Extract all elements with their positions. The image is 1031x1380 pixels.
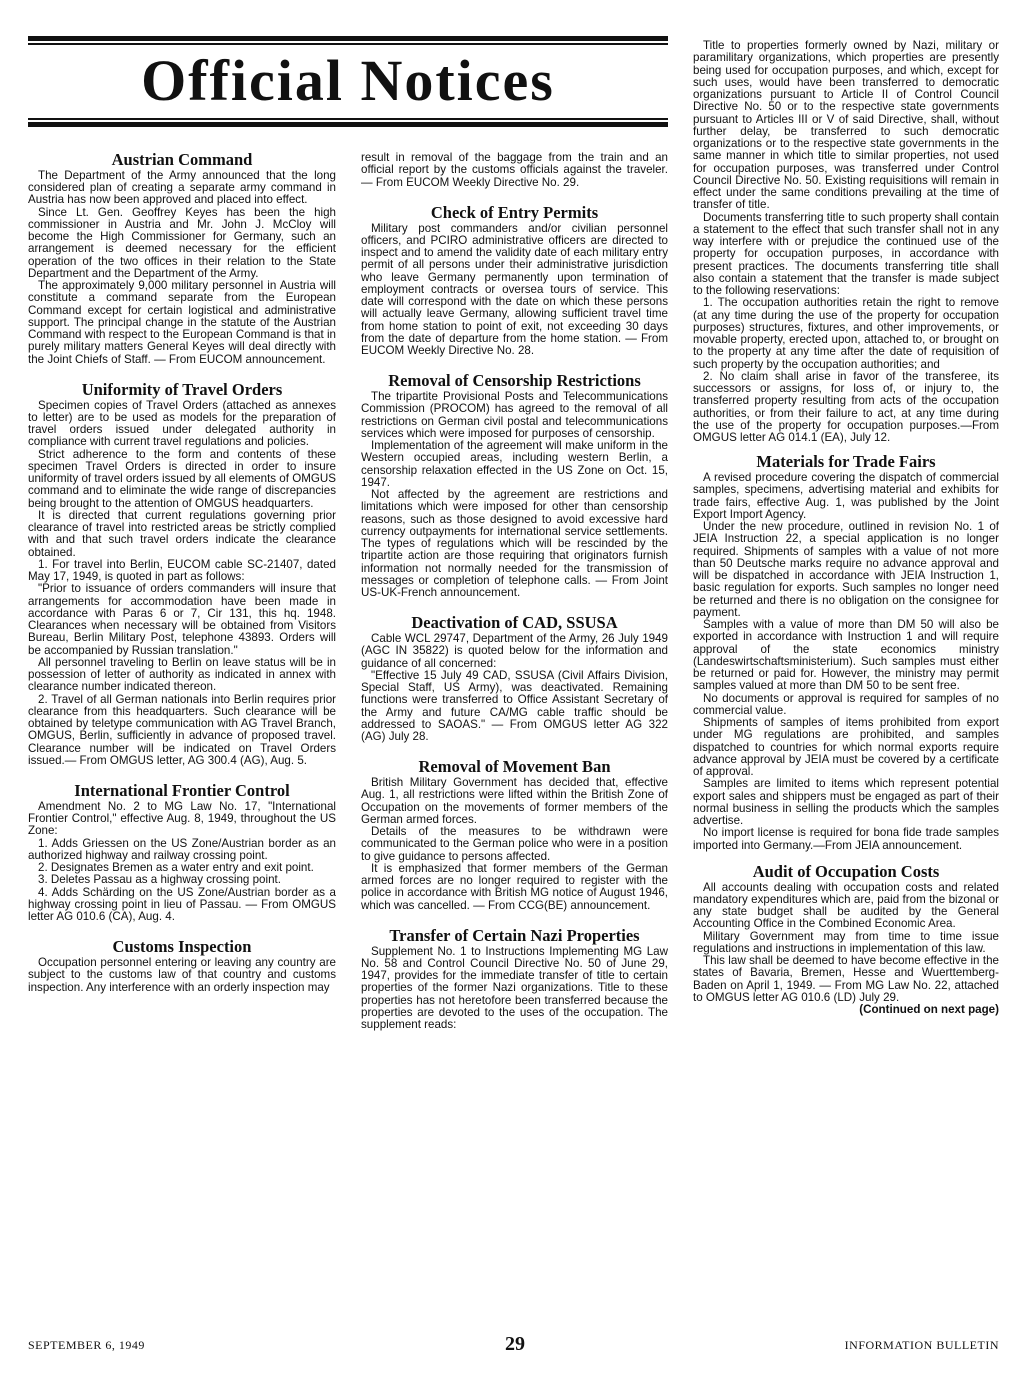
article-paragraph: Military Government may from time to time issue regulations and instructions in implementation of this law. xyxy=(693,929,999,955)
article-trade-fairs xyxy=(693,452,999,852)
article-entry-permits xyxy=(361,203,668,358)
article-heading: Uniformity of Travel Orders xyxy=(81,379,283,399)
article-paragraph: "Effective 15 July 49 CAD, SSUSA (Civil Affairs Division, Special Staff, US Army), was deactivated. Remaining functions were transferred to Office Assistant Secretary of the Army and future CA/MG cable traffic should be addressed to SAOAS." — From OMGUS letter AG 322 (AG) July 28. xyxy=(361,668,668,744)
column-1 xyxy=(28,150,336,994)
article-heading: Materials for Trade Fairs xyxy=(756,452,936,472)
article-paragraph: Occupation personnel entering or leaving any country are subject to the customs law of that country and customs inspection. Any interference with an orderly inspection may xyxy=(28,956,336,994)
article-paragraph: The Department of the Army announced that the long considered plan of creating a separate army command in Austria has now been approved and placed into effect. xyxy=(28,168,336,207)
article-movement-ban xyxy=(361,757,668,912)
article-censorship xyxy=(361,371,668,599)
article-heading: Check of Entry Permits xyxy=(430,202,599,222)
article-paragraph: Cable WCL 29747, Department of the Army, 26 July 1949 (AGC IN 35822) is quoted below for the information and guidance of all concerned: xyxy=(361,632,668,670)
article-paragraph: Shipments of samples of items prohibited from export under MG regulations are prohibited, and samples dispatched to countries for which normal exports require advance approval by JEIA must be covered by a certificate of approval. xyxy=(693,716,999,779)
article-paragraph: Specimen copies of Travel Orders (attached as annexes to letter) are to be used as models for the preparation of travel orders issued under delegated authority in compliance with current travel regulations and policies. xyxy=(28,398,336,449)
article-paragraph: 1. The occupation authorities retain the right to remove (at any time during the use of the property for occupation purposes) structures, fixtures, and other improvements, or movable property, erected upon, attached to, or brought on to the property at any time after the date of requisition of such property by the occupation authorities; and xyxy=(693,296,999,371)
article-paragraph: Details of the measures to be withdrawn were communicated to the German police who were in a position to give guidance to persons affected. xyxy=(361,825,668,863)
article-heading: Removal of Movement Ban xyxy=(418,757,611,777)
article-paragraph: All personnel traveling to Berlin on leave status will be in possession of letter of authority as indicated in annex with clearance number indicated thereon. xyxy=(28,655,336,694)
article-frontier-control xyxy=(28,781,336,923)
article-customs-continued xyxy=(361,152,668,189)
article-paragraph: Title to properties formerly owned by Nazi, military or paramilitary organizations, which properties are presently being used for occupation purposes, and which, except for such uses, would have been transferred to democratic organizations pursuant to Article II of Control Council Directive No. 50 or to the respective state governments pursuant to Articles III or V of said Directive, shall, without further delay, be transferred to such democratic organizations or to the respective state governments in the same manner in which title to similar properties, not used for occupation purposes, was transferred under Control Council Directive No. 50. Existing requisitions will remain in effect under the same conditions prevailing at the time of transfer of title. xyxy=(693,39,999,212)
article-customs-inspection xyxy=(28,937,336,994)
article-paragraph: 2. Travel of all German nationals into Berlin requires prior clearance from this headquarters. Such clearance will be obtained by teletype communication with AG Travel Branch, OMGUS, Berlin, sufficiently in advance of proposed travel. Clearance number will be indicated on Travel Orders issued.— From OMGUS letter, AG 300.4 (AG), Aug. 5. xyxy=(28,692,336,767)
article-heading: Customs Inspection xyxy=(112,937,252,957)
column-3 xyxy=(693,40,999,1016)
article-heading: Transfer of Certain Nazi Properties xyxy=(389,925,640,945)
article-paragraph: The tripartite Provisional Posts and Telecommunications Commission (PROCOM) has agreed to the removal of all restrictions on German civil postal and telecommunications services which were imposed for purposes of censorship. xyxy=(361,390,668,440)
article-audit-costs xyxy=(693,862,999,1017)
article-paragraph: No import license is required for bona fide trade samples imported into Germany.—From JEIA announcement. xyxy=(693,826,999,852)
article-paragraph: Under the new procedure, outlined in revision No. 1 of JEIA Instruction 22, a special application is no longer required. Shipments of samples with a value of not more than 50 Deutsche marks require no advance approval and will be dispatched in accordance with JEIA Instruction 1, basic regulation for exports. Such samples no longer need be returned and there is no obligation on the consignee for payment. xyxy=(693,520,999,619)
masthead-title: Official Notices xyxy=(141,48,555,113)
article-travel-orders xyxy=(28,380,336,767)
article-heading: International Frontier Control xyxy=(74,781,290,801)
article-heading: Removal of Censorship Restrictions xyxy=(388,371,641,391)
article-paragraph: Military post commanders and/or civilian personnel officers, and PCIRO administrative officers are directed to inspect and to amend the validity date of each military entry permit of all persons under their administrative jurisdiction who leave Germany permanently upon termination of employment contracts or oversea tours of service. This date will correspond with the date on which these persons will actually leave Germany, allowing sufficient travel time from home station to point of exit, not exceeding 30 days from the date of departure from the home station. — From EUCOM Weekly Directive No. 28. xyxy=(361,221,668,358)
article-heading: Deactivation of CAD, SSUSA xyxy=(411,613,618,633)
article-paragraph: Samples are limited to items which represent potential export sales and shippers must be engaged as part of their normal business in selling the products which the samples advertise. xyxy=(693,777,999,828)
article-paragraph: 2. No claim shall arise in favor of the transferee, its successors or assigns, for loss of, or injury to, the transferred property resulting from acts of the occupation authorities, or from their failure to act, at any time during the use of the property for occupation purposes.—From OMGUS letter AG 014.1 (EA), July 12. xyxy=(693,369,999,444)
masthead xyxy=(28,36,668,128)
article-paragraph: It is directed that current regulations governing prior clearance of travel into restricted areas be strictly complied with and that such travel orders indicate the clearance obtained. xyxy=(28,508,336,559)
page-number: 29 xyxy=(505,1333,525,1355)
article-paragraph: Supplement No. 1 to Instructions Implementing MG Law No. 58 and Control Council Directive No. 50 of June 29, 1947, provides for the immediate transfer of title to certain properties of the former Nazi organizations. Title to these properties has not heretofore been transferred because the properties are devoted to the uses of the occupation. The supplement reads: xyxy=(361,944,668,1032)
article-paragraph: Samples with a value of more than DM 50 will also be exported in accordance with Instruction 1 and will require approval of the state economics ministry (Landeswirtschaftsministerium). Such samples must either be returned or paid for. However, the ministry may permit samples valued at more than DM 50 to be sent free. xyxy=(693,618,999,693)
article-paragraph: This law shall be deemed to have become effective in the states of Bavaria, Bremen, Hesse and Wuerttemberg-Baden on April 1, 1949. — From MG Law No. 22, attached to OMGUS letter AG 010.6 (LD) July 29. xyxy=(693,954,999,1004)
article-paragraph: The approximately 9,000 military personnel in Austria will constitute a command separate from the European Command except for certain logistical and administrative support. The principal change in the statute of the Austrian Command with respect to the European Command is that in purely military matters General Keyes will deal directly with the Joint Chiefs of Staff. — From EUCOM announcement. xyxy=(28,279,336,366)
article-heading: Austrian Command xyxy=(111,150,253,169)
article-paragraph: 3. Deletes Passau as a highway crossing point. xyxy=(38,873,281,887)
article-paragraph: Since Lt. Gen. Geoffrey Keyes has been the high commissioner in Austria and Mr. John J. McCloy will become the High Commissioner for Germany, such an arrangement is deemed necessary for the efficient operation of the two offices in their relation to the State Department and the Department of the Army. xyxy=(28,205,336,280)
article-heading: Audit of Occupation Costs xyxy=(752,861,940,881)
masthead-top-thin-rule xyxy=(28,43,668,45)
article-paragraph: result in removal of the baggage from the train and an official report by the customs officials against the traveler. — From EUCOM Weekly Directive No. 29. xyxy=(361,151,668,189)
article-paragraph: No documents or approval is required for samples of no commercial value. xyxy=(693,691,999,717)
footer-date: SEPTEMBER 6, 1949 xyxy=(28,1338,145,1352)
article-paragraph: 1. Adds Griessen on the US Zone/Austrian border as an authorized highway and railway crossing point. xyxy=(28,836,336,862)
article-paragraph: Strict adherence to the form and contents of these specimen Travel Orders is directed in order to insure uniformity of travel orders issued by all elements of OMGUS command and to eliminate the wide range of discrepancies being brought to the attention of OMGUS headquarters. xyxy=(28,447,336,510)
column-2 xyxy=(361,152,668,1031)
article-paragraph: A revised procedure covering the dispatch of commercial samples, specimens, advertising material and exhibits for trade fairs, effective Aug. 1, was published by the Joint Export Import Agency. xyxy=(693,471,999,521)
article-paragraph: 2. Designates Bremen as a water entry and exit point. xyxy=(38,861,314,875)
masthead-top-rule xyxy=(28,36,668,41)
article-nazi-properties-continued xyxy=(693,40,999,444)
article-paragraph: Implementation of the agreement will make uniform in the Western occupied areas, including western Berlin, a censorship relaxation effected in the US Zone on Oct. 15, 1947. xyxy=(361,439,668,489)
article-cad-deactivation xyxy=(361,613,668,743)
continued-note: (Continued on next page) xyxy=(859,1003,999,1017)
article-paragraph: "Prior to issuance of orders commanders will insure that arrangements for accommodation have been made in accordance with Paras 6 or 7, Cir 131, this hq. 1948. Clearances when necessary will be obtained from Visitors Bureau, Berlin Military Post, telephone 43893. Orders will be accompanied by Russian translation." xyxy=(28,582,336,657)
article-paragraph: Documents transferring title to such property shall contain a statement to the effect that such transfer shall not in any way interfere with or prejudice the continued use of the property for occupation purposes, in accordance with present practices. The documents transferring title shall also contain a statement that the transfer is made subject to the following reservations: xyxy=(693,210,999,297)
article-paragraph: 1. For travel into Berlin, EUCOM cable SC-21407, dated May 17, 1949, is quoted in part as follows: xyxy=(28,557,336,584)
article-nazi-properties xyxy=(361,926,668,1032)
footer-publication: INFORMATION BULLETIN xyxy=(844,1338,999,1352)
article-paragraph: Amendment No. 2 to MG Law No. 17, "International Frontier Control," effective Aug. 8, 1949, throughout the US Zone: xyxy=(28,799,336,838)
masthead-bottom-rule xyxy=(28,122,668,127)
article-paragraph: British Military Government has decided that, effective Aug. 1, all restrictions were lifted within the British Zone of Occupation on the movements of former members of the German armed forces. xyxy=(361,776,668,826)
article-paragraph: 4. Adds Schärding on the US Zone/Austrian border as a highway crossing point in lieu of Passau. — From OMGUS letter AG 010.6 (CA), Aug. 4. xyxy=(28,885,336,924)
article-paragraph: All accounts dealing with occupation costs and related mandatory expenditures which are, paid from the bizonal or any state budget shall be audited by the General Accounting Office in the Combined Economic Area. xyxy=(693,880,999,931)
article-paragraph: Not affected by the agreement are restrictions and limitations which were imposed for other than censorship reasons, such as those designed to avoid excessive hard currency outpayments for international service settlements. The types of regulations which will be rescinded by the tripartite action are those requiring that originators furnish information not normally needed for the transmission of messages or completion of telephone calls. — From Joint US-UK-French announcement. xyxy=(361,488,668,600)
article-paragraph: It is emphasized that former members of the German armed forces are no longer required to register with the police in accordance with British MG notice of August 1946, which was cancelled. — From CCG(BE) announcement. xyxy=(361,861,668,912)
masthead-bottom-thin-rule xyxy=(28,118,668,120)
article-austrian-command xyxy=(28,150,336,366)
